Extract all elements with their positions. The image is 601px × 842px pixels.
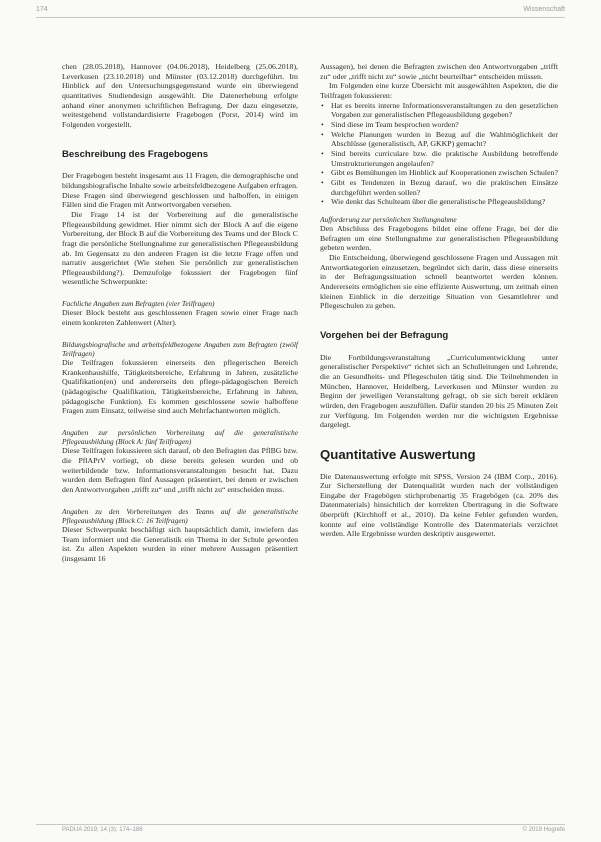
right-column bbox=[320, 62, 558, 539]
list-item: • Sind bereits curriculare bzw. die praktische Ausbildung betreffende Umstrukturierungen angelaufen? bbox=[320, 149, 558, 168]
paragraph: Den Abschluss des Fragebogens bildet eine offene Frage, bei der die Befragten um eine Stellungnahme zur generalistischen Pflegeausbildung gebeten werden. bbox=[320, 224, 558, 253]
left-column bbox=[62, 62, 298, 564]
footer-citation: PADUA 2019; 14 (3): 174–186 bbox=[62, 827, 143, 833]
footer-copyright: © 2019 Hogrefe bbox=[522, 827, 565, 833]
paragraph: Aussagen), bei denen die Befragten zwischen den Antwortvorgaben „trifft zu“ oder „trifft nicht zu“ sowie „nicht beurteilbar“ entscheiden müssen. bbox=[320, 62, 558, 81]
subsection-title: Fachliche Angaben zum Befragten (vier Teilfragen) bbox=[62, 299, 215, 309]
subsection-title: Angaben zu den Vorbereitungen des Teams auf die generalistische Pflegeausbildung (Block C: 16 Teilfragen) bbox=[62, 506, 298, 525]
running-head: Wissenschaft bbox=[523, 6, 565, 13]
paragraph: Die Entscheidung, überwiegend geschlossene Fragen und Aussagen mit Antwortkategorien einzusetzen, begründet sich darin, dass diese einerseits in der Befragungssituation schnell beantwortet werden können. Andererseits ermöglichen sie eine effiziente Auswertung, um zeitnah einen kleinen Einblick in die derzeitige Situation von Gesamtlehrer und Pflegeschulen zu geben. bbox=[320, 253, 558, 311]
paragraph: Der Fragebogen besteht insgesamt aus 11 Fragen, die demographische und bildungsbiografische Inhalte sowie arbeitsfeldbezogene Aufgaben erfragen. Diese Fragen sind überwiegend geschlossen und halboffen, in einigen Fällen sind die Fragen mit Antwortvorgaben versehen. bbox=[62, 171, 298, 210]
list-item: • Gibt es Bemühungen im Hinblick auf Kooperationen zwischen Schulen? bbox=[320, 168, 558, 178]
intro-paragraph: chen (28.05.2018), Hannover (04.06.2018), Heidelberg (25.06.2018), Leverkusen (23.10.2018) und Münster (03.12.2018) durchgeführt. Im Hinblick auf den Untersuchungsgegenstand wurde ein überwiegend quantitatives Studiendesign ausgewählt. Die Datenerhebung erfolgte anhand einer anonymen schriftlichen Befragung. Der dazu eingesetzte, weitestgehend vollstandardisierte Fragebogen (Porst, 2014) wird im Folgenden vorgestellt. bbox=[62, 62, 298, 129]
list-item: • Wie denkt das Schulteam über die generalistische Pflegeausbildung? bbox=[320, 197, 558, 207]
heading-fragebogen: Beschreibung des Fragebogens bbox=[62, 148, 209, 160]
subsection-title: Bildungsbiografische und arbeitsfeldbezogene Angaben zum Befragten (zwölf Teilfragen) bbox=[62, 339, 298, 358]
list-item: • Welche Planungen wurden in Bezug auf die Wahlmöglichkeit der Abschlüsse (generalistisch, AP, GKKP) gemacht? bbox=[320, 130, 558, 149]
header-rule bbox=[36, 17, 565, 18]
paragraph: Im Folgenden eine kurze Übersicht mit ausgewählten Aspekten, die die Teilfragen fokussieren: bbox=[320, 81, 558, 100]
paragraph: Die Frage 14 ist der Vorbereitung auf die generalistische Pflegeausbildung gewidmet. Hier nimmt sich der Block A auf die eigene Vorbereitung, der Block B auf die Vorbereitung des Teams und der Block C fragt die persönliche Stellungnahme zur generalistischen Pflegeausbildung ab. Im Gegensatz zu den anderen Fragen ist die letzte Frage offen und narrativ ausgerichtet (Wie stehen Sie persönlich zur generalistischen Pflegeausbildung?). Demzufolge fokussiert der Fragebogen fünf wesentliche Schwerpunkte: bbox=[62, 209, 298, 287]
paragraph: Die Fortbildungsveranstaltung „Curriculumentwicklung unter generalistischer Perspektive“ richtet sich an Schulleitungen und Lehrende, die an Gesundheits- und Pflegeschulen tätig sind. Die Teilnehmenden in München, Hannover, Heidelberg, Leverkusen und Münster wurden zu Beginn der jeweiligen Veranstaltung gefragt, ob sie sich bereit erklären würden, den Fragebogen auszufüllen. Dafür standen 20 bis 25 Minuten Zeit zur Verfügung. Im Folgenden werden nur die wichtigsten Ergebnisse dargelegt. bbox=[320, 352, 558, 430]
page-header bbox=[36, 4, 565, 18]
bullet-list bbox=[320, 101, 558, 207]
paragraph: Dieser Schwerpunkt beschäftigt sich hauptsächlich damit, inwiefern das Team informiert und die Generalistik ein Thema in der Schule geworden ist. Zu allen Aspekten wurden in einer mehrere Aussagen präsentiert (insgesamt 16 bbox=[62, 525, 298, 564]
list-item: • Sind diese im Team besprochen worden? bbox=[320, 120, 558, 130]
paragraph: Die Teilfragen fokussieren einerseits den pflegerischen Bereich Krankenhaushilfe, Tätigkeitsbereiche, Erfahrung in Jahren, zusätzliche Qualifikation(en) und andererseits den pflege-pädagogischen Bereich (pädagogische Qualifikation, Tätigkeitsbereiche, Erfahrung in Jahren, pädagogische Funktion). Es kommen geschlossene sowie halboffene Fragen zum Einsatz, teilweise sind auch Mehrfachantworten möglich. bbox=[62, 358, 298, 416]
page-footer bbox=[36, 824, 565, 836]
list-item: • Gibt es Tendenzen in Bezug darauf, wo die praktischen Einsätze durchgeführt werden sollen? bbox=[320, 178, 558, 197]
paragraph: Die Datenauswertung erfolgte mit SPSS, Version 24 (IBM Corp., 2016). Zur Sicherstellung der Datenqualität wurden nach der vollständigen Eingabe der Fragebögen stichprobenartig 35 Fragebögen (ca. 20% des Datenmaterials) hinsichtlich der korrekten Übertragung in die Software überprüft (Kirchhoff et al., 2010). Da keine Fehler gefunden wurden, konnte auf eine vollständige Kontrolle des Datenmaterials verzichtet werden. Alle Ergebnisse wurden deskriptiv ausgewertet. bbox=[320, 471, 558, 539]
page-number: 174 bbox=[36, 6, 48, 13]
heading-vorgehen: Vorgehen bei der Befragung bbox=[320, 329, 449, 341]
paragraph: Diese Teilfragen fokussieren sich darauf, ob den Befragten das PflBG bzw. die PflAPrV vorliegt, ob diese bereits gelesen wurden und ob weiterbildende bzw. Informationsveranstaltungen besucht hat. Dazu wurden dem Befragten fünf Aussagen präsentiert, bei denen er zwischen den Antwortvorgaben „trifft zu“ und „trifft nicht zu“ entscheiden muss. bbox=[62, 446, 298, 495]
subsection-title: Aufforderung zur persönlichen Stellungnahme bbox=[320, 214, 457, 224]
heading-quantitative: Quantitative Auswertung bbox=[320, 446, 476, 462]
subsection-title: Angaben zur persönlichen Vorbereitung auf die generalistische Pflegeausbildung (Block A: fünf Teilfragen) bbox=[62, 427, 298, 447]
paragraph: Dieser Block besteht aus geschlossenen Fragen sowie einer Frage nach einem konkreten Zahlenwert (Alter). bbox=[62, 308, 298, 327]
footer-rule bbox=[36, 824, 565, 825]
list-item: • Hat es bereits interne Informationsveranstaltungen zu den gesetzlichen Vorgaben zur generalistischen Pflegeausbildung gegeben? bbox=[320, 101, 558, 120]
